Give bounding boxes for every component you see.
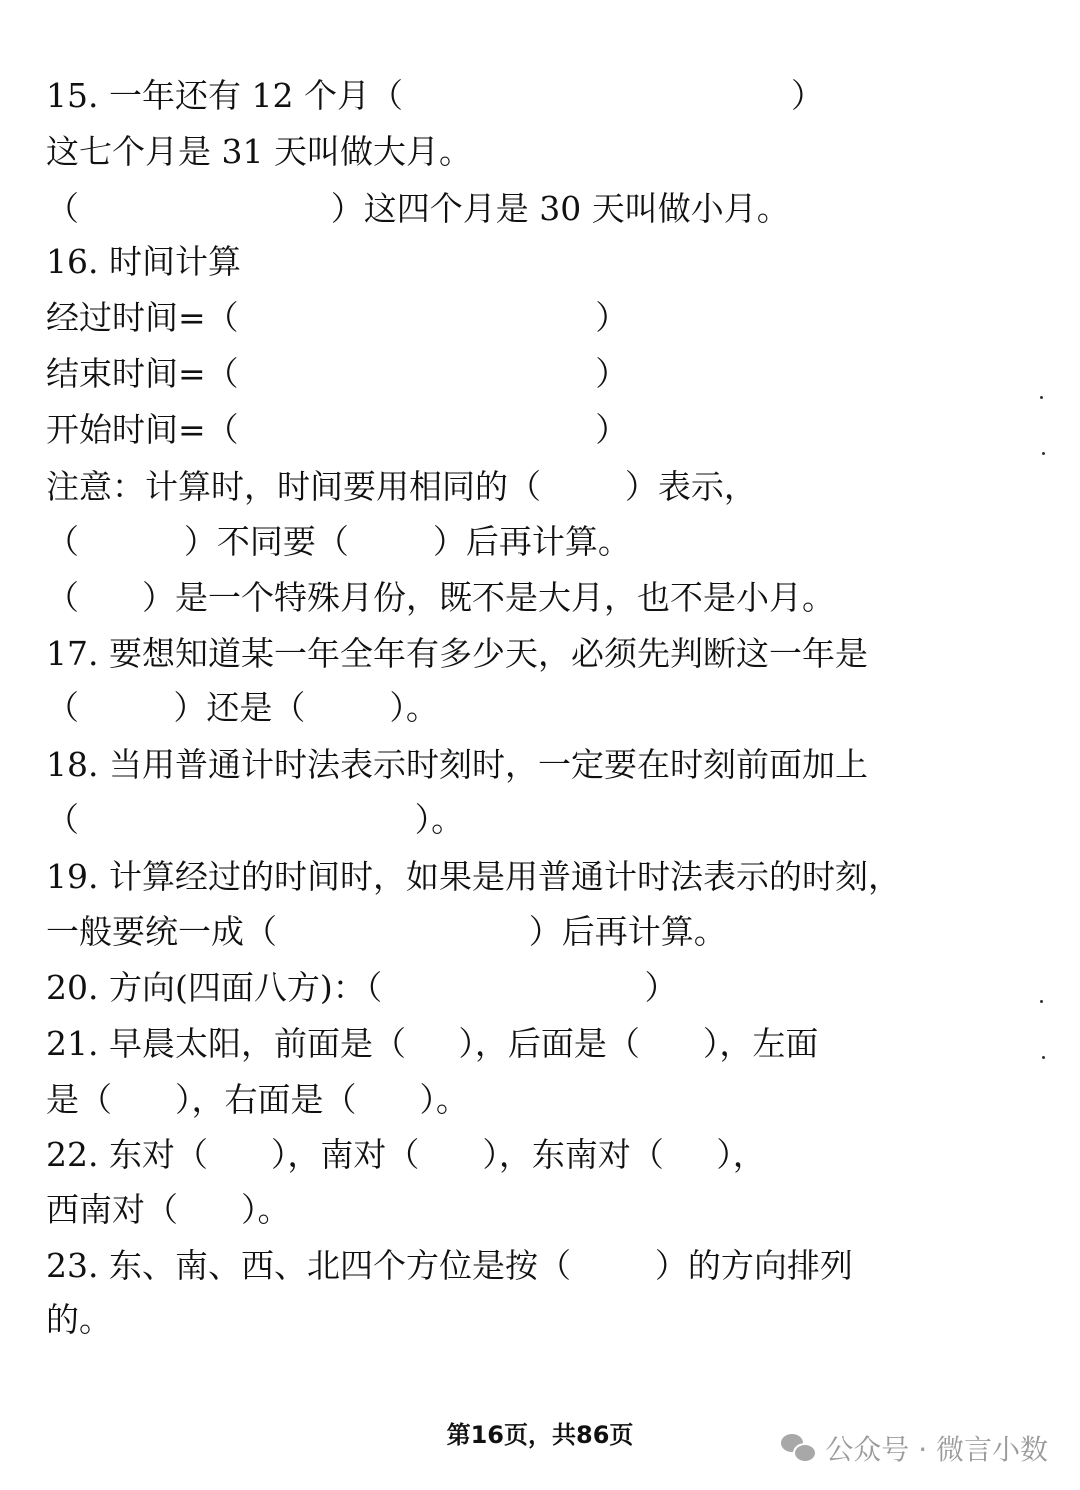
watermark — [781, 1428, 1048, 1468]
scan-speck — [1040, 396, 1043, 399]
question-16-title: 16. 时间计算 — [46, 242, 241, 281]
watermark-text: 公众号 · 微言小数 — [825, 1433, 1048, 1466]
question-16-start: 开始时间=（ ） — [46, 410, 629, 449]
question-19-line-1: 19. 计算经过的时间时，如果是用普通计时法表示的时刻， — [46, 857, 901, 896]
question-21-line-1: 21. 早晨太阳，前面是（ ），后面是（ ），左面 — [46, 1024, 819, 1063]
scan-speck — [1042, 452, 1045, 455]
question-22-line-2: 西南对（ ）。 — [46, 1190, 291, 1229]
question-15-line-3: （ ）这四个月是 30 天叫做小月。 — [46, 189, 790, 228]
question-22-line-1: 22. 东对（ ），南对（ ），东南对（ ）， — [46, 1135, 766, 1174]
question-23-line-1: 23. 东、南、西、北四个方位是按（ ）的方向排列 — [46, 1246, 853, 1285]
question-17-line-1: 17. 要想知道某一年全年有多少天，必须先判断这一年是 — [46, 634, 868, 673]
scan-speck — [1042, 1056, 1045, 1059]
question-15-line-2: 这七个月是 31 天叫做大月。 — [46, 132, 472, 171]
question-18-line-1: 18. 当用普通计时法表示时刻时，一定要在时刻前面加上 — [46, 745, 868, 784]
question-17-line-2: （ ）还是（ ）。 — [46, 688, 439, 727]
question-18-line-2: （ ）。 — [46, 800, 465, 839]
question-23-line-2: 的。 — [46, 1300, 112, 1339]
question-16-end: 结束时间=（ ） — [46, 354, 629, 393]
wechat-icon — [781, 1434, 815, 1462]
page-number: 第16页，共86页 — [446, 1421, 634, 1449]
question-16-note-3: （ ）是一个特殊月份，既不是大月，也不是小月。 — [46, 578, 835, 617]
question-15-line-1: 15. 一年还有 12 个月（ ） — [46, 76, 825, 115]
question-16-elapsed: 经过时间=（ ） — [46, 298, 629, 337]
question-19-line-2: 一般要统一成（ ）后再计算。 — [46, 912, 727, 951]
question-20: 20. 方向(四面八方)：（ ） — [46, 968, 678, 1007]
question-16-note-2: （ ）不同要（ ）后再计算。 — [46, 522, 631, 561]
question-16-note-1: 注意：计算时，时间要用相同的（ ）表示， — [46, 467, 757, 506]
scan-speck — [1040, 1000, 1043, 1003]
question-21-line-2: 是（ ），右面是（ ）。 — [46, 1080, 469, 1119]
